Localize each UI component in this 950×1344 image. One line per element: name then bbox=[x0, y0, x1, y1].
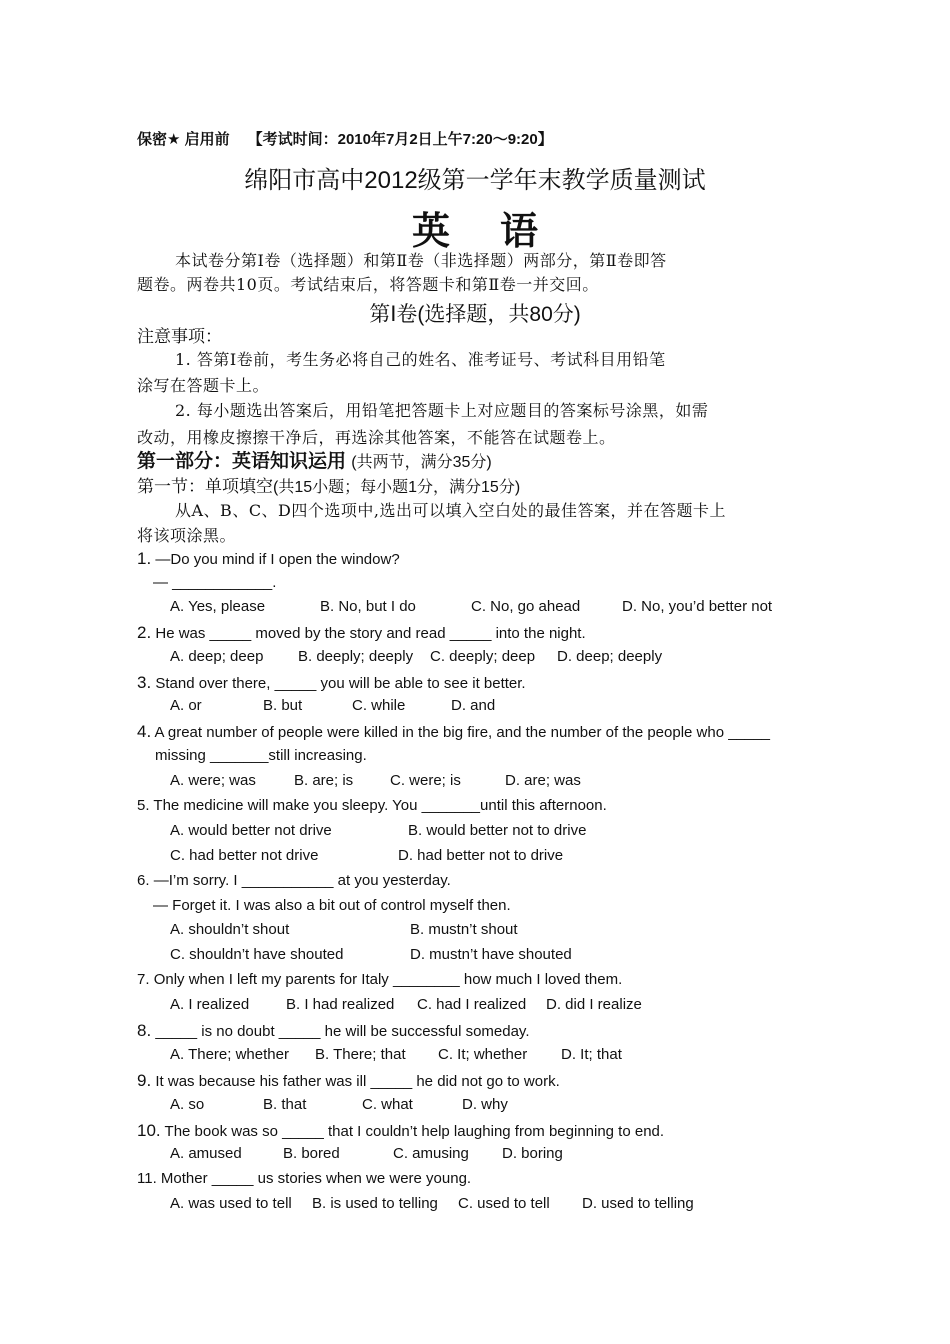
intro-line-1: 本试卷分第Ⅰ卷（选择题）和第Ⅱ卷（非选择题）两部分，第Ⅱ卷即答 bbox=[175, 251, 667, 270]
note-2-line-1: 2. 每小题选出答案后，用铅笔把答题卡上对应题目的答案标号涂黑，如需 bbox=[175, 401, 709, 420]
section-1-instruction-1: 从A、B、C、D四个选项中,选出可以填入空白处的最佳答案，并在答题卡上 bbox=[175, 501, 726, 520]
confidential-header bbox=[137, 128, 553, 149]
note-1-line-1: 1. 答第Ⅰ卷前，考生务必将自己的姓名、准考证号、考试科目用铅笔 bbox=[175, 350, 666, 369]
question-number: 10. bbox=[137, 1121, 161, 1140]
option-a: A. would better not drive bbox=[170, 822, 332, 839]
confidential-mark: 保密★ 启用前 bbox=[137, 131, 230, 148]
question-number: 4. bbox=[137, 722, 152, 741]
option-c: C. while bbox=[352, 697, 406, 714]
question-number: 9. bbox=[137, 1071, 152, 1090]
question-number: 11. bbox=[137, 1170, 157, 1187]
part-1-heading bbox=[137, 446, 492, 473]
question-number: 5. bbox=[137, 797, 150, 814]
option-d: D. why bbox=[462, 1096, 508, 1113]
option-c: C. were; is bbox=[390, 772, 461, 789]
intro-line-2: 题卷。两卷共10页。考试结束后，将答题卡和第Ⅱ卷一并交回。 bbox=[137, 275, 599, 294]
question-7 bbox=[137, 971, 622, 988]
option-b: B. that bbox=[263, 1096, 307, 1113]
question-11 bbox=[137, 1170, 471, 1187]
option-c: C. It; whether bbox=[438, 1046, 528, 1063]
option-b: B. is used to telling bbox=[312, 1195, 438, 1212]
question-5 bbox=[137, 797, 607, 814]
option-d: D. mustn’t have shouted bbox=[410, 946, 572, 963]
exam-title: 绵阳市高中2012级第一学年末教学质量测试 bbox=[244, 167, 706, 194]
question-number: 2. bbox=[137, 623, 152, 642]
option-b: B. I had realized bbox=[286, 996, 395, 1013]
question-2 bbox=[137, 623, 586, 643]
question-text: The book was so _____ that I couldn’t help laughing from beginning to end. bbox=[164, 1123, 665, 1140]
option-b: B. deeply; deeply bbox=[298, 648, 414, 665]
question-text: Stand over there, _____ you will be able to see it better. bbox=[155, 675, 526, 692]
option-b: B. There; that bbox=[315, 1046, 406, 1063]
option-c: C. shouldn’t have shouted bbox=[170, 946, 344, 963]
question-text: He was _____ moved by the story and read _____ into the night. bbox=[155, 625, 586, 642]
question-8 bbox=[137, 1021, 530, 1041]
option-d: D. used to telling bbox=[582, 1195, 694, 1212]
section-1-note: (共15小题；每小题1分，满分15分) bbox=[273, 479, 521, 496]
option-d: D. did I realize bbox=[546, 996, 642, 1013]
question-number: 7. bbox=[137, 971, 150, 988]
question-text: A great number of people were killed in the big fire, and the number of the people who _____ bbox=[154, 724, 770, 741]
question-4 bbox=[137, 722, 770, 742]
question-text: —Do you mind if I open the window? bbox=[155, 551, 400, 568]
question-number: 3. bbox=[137, 673, 152, 692]
option-c: C. had I realized bbox=[417, 996, 527, 1013]
option-c: C. had better not drive bbox=[170, 847, 319, 864]
option-a: A. amused bbox=[170, 1145, 242, 1162]
volume-title: 第Ⅰ卷(选择题，共80分) bbox=[369, 303, 581, 326]
option-b: B. No, but I do bbox=[320, 598, 416, 615]
option-d: D. and bbox=[451, 697, 496, 714]
option-d: D. It; that bbox=[561, 1046, 622, 1063]
option-d: D. are; was bbox=[505, 772, 581, 789]
question-text: The medicine will make you sleepy. You _______until this afternoon. bbox=[153, 797, 607, 814]
question-1 bbox=[137, 549, 400, 569]
note-2-line-2: 改动，用橡皮擦擦干净后，再选涂其他答案，不能答在试题卷上。 bbox=[137, 428, 616, 447]
part-1-title: 第一部分：英语知识运用 bbox=[137, 451, 347, 472]
option-b: B. would better not to drive bbox=[408, 822, 587, 839]
notes-heading: 注意事项： bbox=[137, 327, 222, 346]
note-1-line-2: 涂写在答题卡上。 bbox=[137, 376, 270, 395]
option-b: B. are; is bbox=[294, 772, 354, 789]
option-d: D. deep; deeply bbox=[557, 648, 663, 665]
question-6-line-2: — Forget it. I was also a bit out of control myself then. bbox=[153, 897, 511, 914]
option-a: A. were; was bbox=[170, 772, 256, 789]
question-number: 1. bbox=[137, 549, 152, 568]
question-9 bbox=[137, 1071, 560, 1091]
option-a: A. deep; deep bbox=[170, 648, 264, 665]
question-3 bbox=[137, 673, 526, 693]
question-10 bbox=[137, 1121, 664, 1141]
option-a: A. shouldn’t shout bbox=[170, 921, 290, 938]
option-c: C. No, go ahead bbox=[471, 598, 581, 615]
question-text: It was because his father was ill _____ he did not go to work. bbox=[155, 1073, 560, 1090]
option-c: C. amusing bbox=[393, 1145, 469, 1162]
option-b: B. bored bbox=[283, 1145, 340, 1162]
option-d: D. boring bbox=[502, 1145, 563, 1162]
option-a: A. so bbox=[170, 1096, 205, 1113]
option-b: B. but bbox=[263, 697, 303, 714]
question-4-line-2: missing _______still increasing. bbox=[155, 747, 367, 764]
question-number: 8. bbox=[137, 1021, 152, 1040]
option-c: C. used to tell bbox=[458, 1195, 550, 1212]
option-c: C. deeply; deep bbox=[430, 648, 536, 665]
part-1-note: (共两节，满分35分) bbox=[351, 454, 492, 471]
option-c: C. what bbox=[362, 1096, 413, 1113]
question-text: Only when I left my parents for Italy ________ how much I loved them. bbox=[153, 971, 623, 988]
section-1-heading bbox=[137, 472, 520, 497]
section-1-instruction-2: 将该项涂黑。 bbox=[137, 526, 237, 545]
option-a: A. or bbox=[170, 697, 202, 714]
question-text: _____ is no doubt _____ he will be successful someday. bbox=[155, 1023, 530, 1040]
option-d: D. had better not to drive bbox=[398, 847, 564, 864]
option-b: B. mustn’t shout bbox=[410, 921, 518, 938]
question-1-line-2: — ____________. bbox=[153, 574, 277, 591]
option-a: A. was used to tell bbox=[170, 1195, 292, 1212]
option-a: A. I realized bbox=[170, 996, 250, 1013]
section-1-title: 第一节：单项填空 bbox=[137, 477, 273, 496]
exam-time: 【考试时间：2010年7月2日上午7:20～9:20】 bbox=[247, 131, 553, 148]
question-number: 6. bbox=[137, 872, 150, 889]
option-d: D. No, you’d better not bbox=[622, 598, 773, 615]
option-a: A. There; whether bbox=[170, 1046, 289, 1063]
option-a: A. Yes, please bbox=[170, 598, 266, 615]
question-text: —I’m sorry. I ___________ at you yesterday. bbox=[153, 872, 451, 889]
subject-title: 英语 bbox=[411, 211, 588, 253]
question-6 bbox=[137, 872, 451, 889]
question-text: Mother _____ us stories when we were young. bbox=[160, 1170, 472, 1187]
